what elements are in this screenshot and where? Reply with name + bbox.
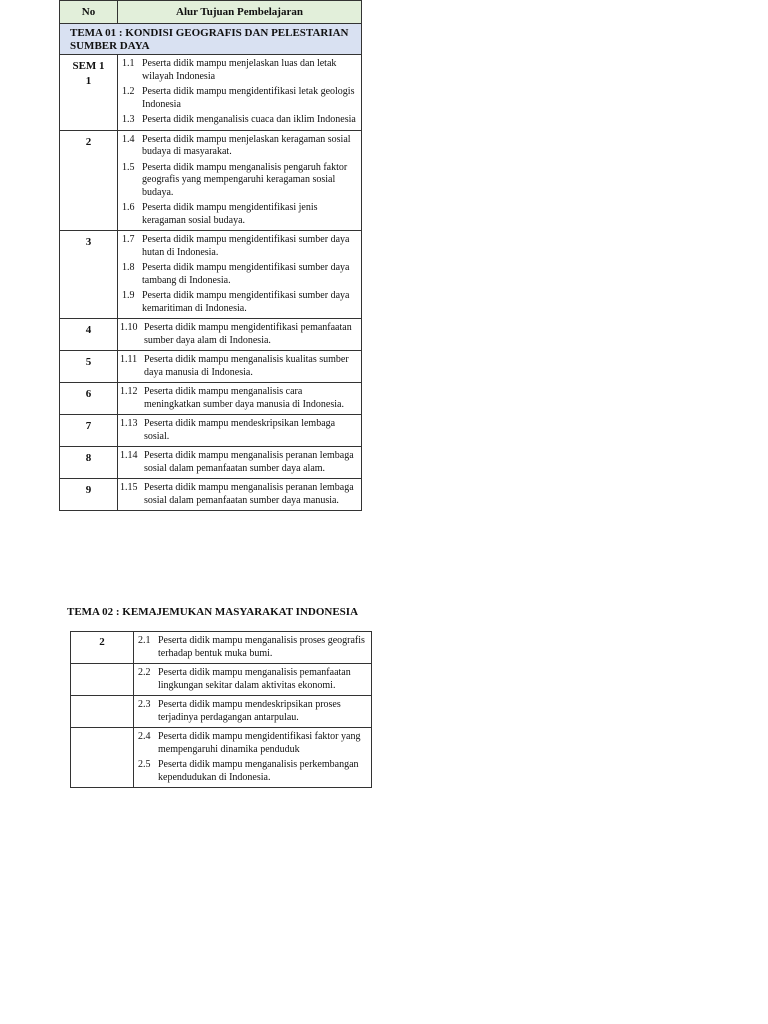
objective-item xyxy=(136,635,369,660)
objective-number: 1.14 xyxy=(120,450,138,461)
header-no: No xyxy=(60,1,118,24)
objectives-cell xyxy=(134,728,372,788)
objective-item xyxy=(120,162,359,200)
table-row xyxy=(60,415,362,447)
objective-number: 1.12 xyxy=(120,386,138,397)
objective-item xyxy=(136,667,369,692)
objective-item xyxy=(120,386,359,411)
table-row xyxy=(60,447,362,479)
objective-text: Peserta didik mampu mengidentifikasi pemanfaatan sumber daya alam di Indonesia. xyxy=(144,322,352,346)
theme-2-title: TEMA 02 : KEMAJEMUKAN MASYARAKAT INDONESIA xyxy=(67,606,359,618)
objective-text: Peserta didik mampu mengidentifikasi faktor yang mempengaruhi dinamika penduduk xyxy=(158,731,361,755)
objective-text: Peserta didik mampu menjelaskan keragaman sosial budaya di masyarakat. xyxy=(142,133,351,157)
objective-text: Peserta didik mampu menganalisis kualitas sumber daya manusia di Indonesia. xyxy=(144,354,349,378)
objectives-cell xyxy=(134,632,372,664)
objective-item xyxy=(120,262,359,287)
objective-number: 1.13 xyxy=(120,418,138,429)
objective-item xyxy=(120,354,359,379)
objective-number: 2.2 xyxy=(138,667,151,678)
table-row xyxy=(60,351,362,383)
objective-text: Peserta didik mampu mengidentifikasi jenis keragaman sosial budaya. xyxy=(142,202,318,226)
objective-text: Peserta didik mampu mengidentifikasi sumber daya tambang di Indonesia. xyxy=(142,262,350,286)
objective-number: 1.6 xyxy=(122,202,135,213)
objective-item xyxy=(120,58,359,83)
objectives-cell xyxy=(118,479,362,511)
table-row xyxy=(71,632,372,664)
objective-number: 1.11 xyxy=(120,354,138,365)
objectives-cell xyxy=(118,383,362,415)
objective-number: 2.3 xyxy=(138,699,151,710)
objective-number: 2.1 xyxy=(138,635,151,646)
header-alur: Alur Tujuan Pembelajaran xyxy=(118,1,362,24)
objective-text: Peserta didik mampu mendeskripsikan proses terjadinya perdagangan antarpulau. xyxy=(158,699,341,723)
row-number: 2 xyxy=(71,632,134,664)
objective-number: 2.5 xyxy=(138,759,151,770)
objective-item xyxy=(120,86,359,111)
objective-text: Peserta didik mampu menganalisis cara meningkatkan sumber daya manusia di Indonesia. xyxy=(144,386,344,410)
objective-number: 1.10 xyxy=(120,322,138,333)
objective-number: 1.9 xyxy=(122,290,135,301)
table-row xyxy=(60,55,362,131)
objective-number: 1.4 xyxy=(122,133,135,145)
objective-item xyxy=(136,759,369,784)
header-row xyxy=(60,1,362,24)
table-row xyxy=(60,319,362,351)
objectives-cell xyxy=(118,415,362,447)
objective-number: 1.5 xyxy=(122,161,135,173)
objective-text: Peserta didik mampu menganalisis pengaruh faktor geografis yang mempengaruhi keragaman sosial budaya. xyxy=(142,161,348,198)
objective-text: Peserta didik mampu mengidentifikasi sumber daya kemaritiman di Indonesia. xyxy=(142,290,350,314)
row-number: 9 xyxy=(60,479,118,511)
objective-text: Peserta didik mampu menganalisis peranan lembaga sosial dalam pemanfaatan sumber daya manusia. xyxy=(144,482,354,506)
objective-item xyxy=(120,482,359,507)
objectives-cell xyxy=(118,231,362,319)
objective-text: Peserta didik mampu menganalisis pemanfaatan lingkungan sekitar dalam aktivitas ekonomi. xyxy=(158,667,351,691)
objective-item xyxy=(120,202,359,227)
table-row xyxy=(60,231,362,319)
table-row xyxy=(60,383,362,415)
objectives-cell xyxy=(118,55,362,131)
objective-text: Peserta didik mampu mengidentifikasi letak geologis Indonesia xyxy=(142,86,355,110)
objective-number: 1.2 xyxy=(122,86,135,97)
objective-item xyxy=(136,731,369,756)
table-row xyxy=(71,664,372,696)
objective-text: Peserta didik mampu menjelaskan luas dan letak wilayah Indonesia xyxy=(142,58,337,82)
objective-text: Peserta didik menganalisis cuaca dan iklim Indonesia xyxy=(142,114,356,125)
objectives-cell xyxy=(118,130,362,231)
table-row xyxy=(71,696,372,728)
theme-title: TEMA 01 : KONDISI GEOGRAFIS DAN PELESTARIAN SUMBER DAYA xyxy=(70,27,349,52)
row-number: 3 xyxy=(60,231,118,319)
objectives-cell xyxy=(118,351,362,383)
row-number xyxy=(71,696,134,728)
objective-text: Peserta didik mampu mengidentifikasi sumber daya hutan di Indonesia. xyxy=(142,234,350,258)
table-row xyxy=(60,130,362,231)
objective-text: Peserta didik mampu menganalisis peranan lembaga sosial dalam pemanfaatan sumber daya alam. xyxy=(144,450,354,474)
row-number xyxy=(71,664,134,696)
row-number: 5 xyxy=(60,351,118,383)
row-number: SEM 1 1 xyxy=(60,55,118,131)
objective-number: 1.1 xyxy=(122,58,135,69)
objective-item xyxy=(120,114,359,127)
objectives-cell xyxy=(118,447,362,479)
objective-item xyxy=(120,234,359,259)
objective-number: 1.7 xyxy=(122,234,135,245)
row-number: 7 xyxy=(60,415,118,447)
learning-objectives-table-1 xyxy=(59,0,362,511)
row-number: 6 xyxy=(60,383,118,415)
row-number xyxy=(71,728,134,788)
objective-text: Peserta didik mampu menganalisis proses geografis terhadap bentuk muka bumi. xyxy=(158,635,365,659)
objectives-cell xyxy=(134,696,372,728)
objective-item xyxy=(120,450,359,475)
learning-objectives-table-2 xyxy=(70,631,372,788)
table-1-viewport xyxy=(59,0,362,543)
objective-text: Peserta didik mampu menganalisis perkembangan kependudukan di Indonesia. xyxy=(158,759,359,783)
objective-number: 2.4 xyxy=(138,731,151,742)
objective-item xyxy=(120,418,359,443)
theme-row xyxy=(60,24,362,55)
objective-item xyxy=(136,699,369,724)
objective-text: Peserta didik mampu mendeskripsikan lembaga sosial. xyxy=(144,418,336,442)
row-number: 4 xyxy=(60,319,118,351)
row-number: 2 xyxy=(60,130,118,231)
objectives-cell xyxy=(118,319,362,351)
table-row xyxy=(60,479,362,511)
objective-item xyxy=(120,290,359,315)
objective-item xyxy=(120,134,359,159)
objective-number: 1.15 xyxy=(120,482,138,493)
objective-number: 1.8 xyxy=(122,262,135,273)
objective-number: 1.3 xyxy=(122,114,135,125)
table-row xyxy=(71,728,372,788)
objectives-cell xyxy=(134,664,372,696)
objective-item xyxy=(120,322,359,347)
row-number: 8 xyxy=(60,447,118,479)
